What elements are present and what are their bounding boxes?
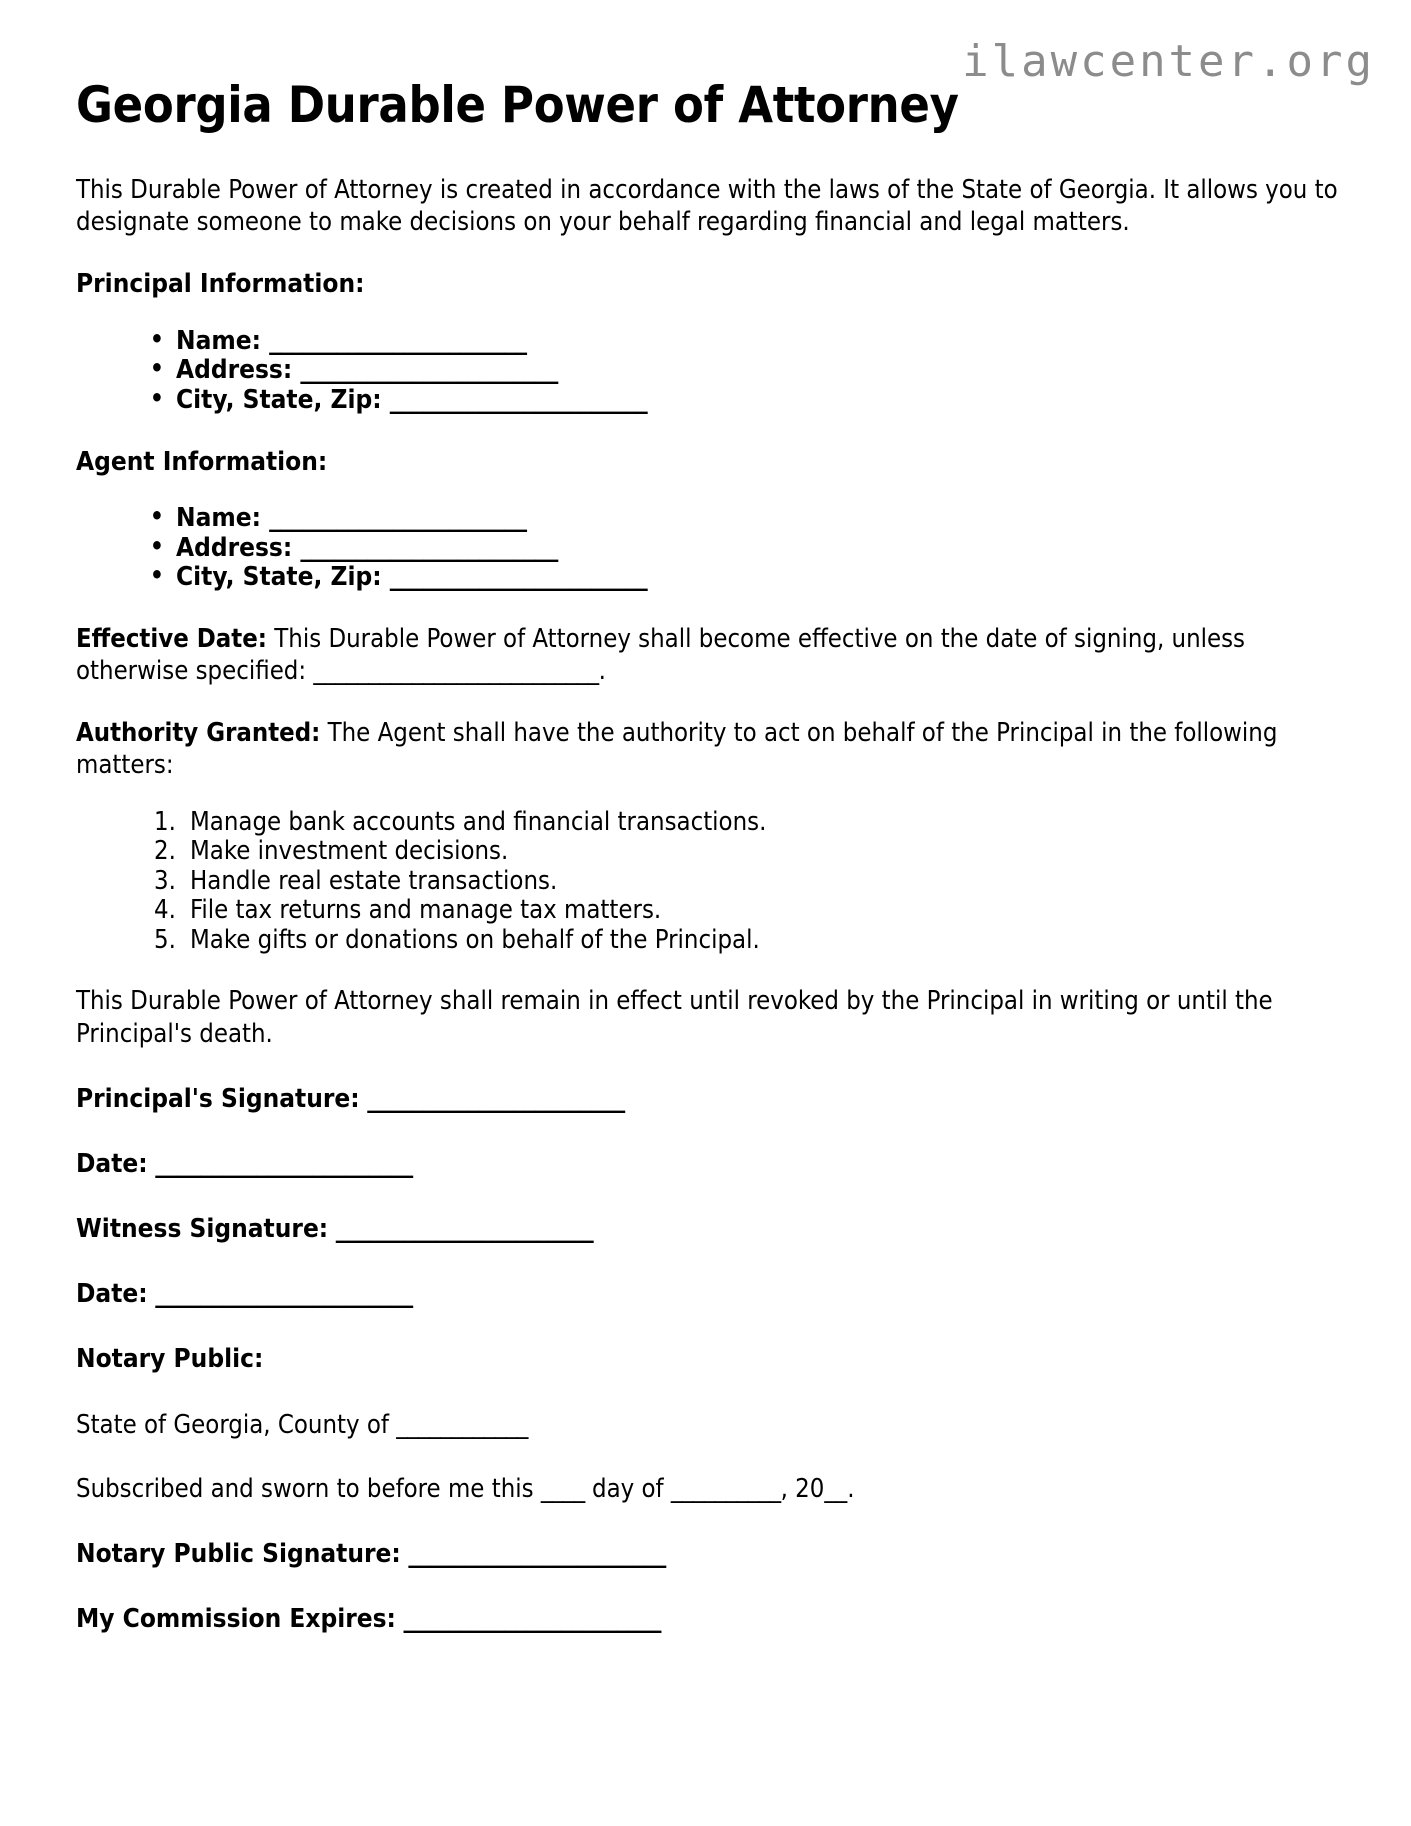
authority-granted-label: Authority Granted: [76, 718, 321, 749]
spacer [76, 687, 1339, 717]
spacer [76, 238, 1339, 268]
blank-line[interactable]: _______________________ [300, 532, 558, 563]
notary-commission-label: My Commission Expires: [76, 1603, 396, 1634]
blank-line[interactable]: _______________________ [147, 1148, 413, 1179]
notary-signature-line [76, 1539, 1339, 1570]
list-item: Make gifts or donations on behalf of the Principal. [190, 924, 760, 955]
spacer [76, 478, 1339, 504]
blank-line[interactable]: _______________________ [328, 1214, 594, 1245]
spacer [76, 782, 1339, 808]
spacer [76, 1050, 1339, 1084]
spacer [76, 1376, 1339, 1410]
notary-signature-label: Notary Public Signature: [76, 1538, 401, 1569]
authority-list [76, 808, 1339, 956]
notary-sworn-mid: day of [584, 1474, 671, 1505]
blank-line-day[interactable]: ____ [540, 1474, 585, 1505]
blank-line-month[interactable]: __________ [670, 1474, 781, 1505]
spacer [76, 1245, 1339, 1279]
list-item: Make investment decisions. [190, 836, 509, 867]
notary-sworn-year: , 20__. [780, 1474, 855, 1505]
blank-line[interactable]: ____________ [396, 1409, 528, 1440]
notary-commission-line [76, 1604, 1339, 1635]
field-label: Name: [176, 325, 261, 356]
principal-fields [76, 327, 1339, 416]
spacer [76, 1505, 1339, 1539]
spacer [76, 1310, 1339, 1344]
list-item: Handle real estate transactions. [190, 865, 558, 896]
agent-information-heading: Agent Information: [76, 446, 328, 477]
field-label: Address: [176, 532, 293, 563]
blank-line[interactable]: _______________________ [389, 385, 648, 415]
list-item: Manage bank accounts and financial transactions. [190, 806, 767, 837]
list-item [150, 327, 1339, 357]
list-item [150, 534, 1339, 564]
principal-signature-line [76, 1084, 1339, 1115]
agent-fields [76, 504, 1339, 593]
spacer [76, 132, 1339, 174]
witness-date-label: Date: [76, 1279, 148, 1310]
effective-date-tail: . [598, 656, 606, 687]
spacer [76, 416, 1339, 446]
notary-sworn-line [76, 1474, 1339, 1505]
spacer [76, 1570, 1339, 1604]
page-title: Georgia Durable Power of Attorney [76, 76, 959, 134]
blank-line[interactable]: _______________________ [400, 1538, 666, 1569]
blank-line[interactable]: _______________________ [147, 1279, 413, 1310]
list-item [150, 356, 1339, 386]
spacer [76, 593, 1339, 623]
field-label: Address: [176, 355, 293, 386]
authority-granted-text: The Agent shall have the authority to act on behalf of the Principal in the following matters: [76, 718, 1278, 781]
list-item: File tax returns and manage tax matters. [190, 895, 662, 926]
spacer [76, 1180, 1339, 1214]
notary-sworn-prefix: Subscribed and sworn to before me this [76, 1474, 541, 1505]
blank-line[interactable]: _______________________ [395, 1603, 661, 1634]
witness-signature-label: Witness Signature: [76, 1214, 329, 1245]
list-item [150, 563, 1339, 593]
notary-state-prefix: State of Georgia, County of [76, 1409, 397, 1440]
principal-information-heading: Principal Information: [76, 269, 365, 300]
blank-line[interactable]: _______________________ [300, 355, 558, 386]
witness-signature-line [76, 1214, 1339, 1245]
duration-paragraph: This Durable Power of Attorney shall remain in effect until revoked by the Principal in writing or until the Principal's death. [76, 986, 1273, 1049]
authority-granted-paragraph [76, 717, 1339, 781]
spacer [76, 301, 1339, 327]
spacer [76, 1115, 1339, 1149]
blank-line[interactable]: __________________________ [313, 656, 599, 687]
notary-state-county-line [76, 1410, 1339, 1441]
list-item [150, 504, 1339, 534]
blank-line[interactable]: _______________________ [359, 1083, 625, 1114]
spacer [76, 1440, 1339, 1474]
effective-date-label: Effective Date: [76, 624, 267, 654]
list-item [150, 386, 1339, 416]
blank-line[interactable]: _______________________ [269, 503, 527, 534]
effective-date-text: This Durable Power of Attorney shall become effective on the date of signing, unless otherwise specified: [76, 624, 1246, 687]
site-watermark: ilawcenter.org [962, 36, 1375, 87]
blank-line[interactable]: _______________________ [389, 562, 648, 593]
principal-date-line [76, 1149, 1339, 1180]
witness-date-line [76, 1279, 1339, 1310]
spacer [76, 955, 1339, 985]
field-label: City, State, Zip: [176, 385, 382, 415]
field-label: Name: [176, 503, 261, 534]
field-label: City, State, Zip: [176, 562, 382, 593]
principal-date-label: Date: [76, 1148, 148, 1179]
blank-line[interactable]: _______________________ [269, 325, 527, 356]
notary-public-heading: Notary Public: [76, 1344, 264, 1375]
effective-date-paragraph [76, 623, 1339, 687]
principal-signature-label: Principal's Signature: [76, 1083, 360, 1114]
intro-paragraph: This Durable Power of Attorney is created in accordance with the laws of the State of Georgia. It allows you to designate someone to make decisions on your behalf regarding financial and legal matters. [76, 175, 1338, 238]
